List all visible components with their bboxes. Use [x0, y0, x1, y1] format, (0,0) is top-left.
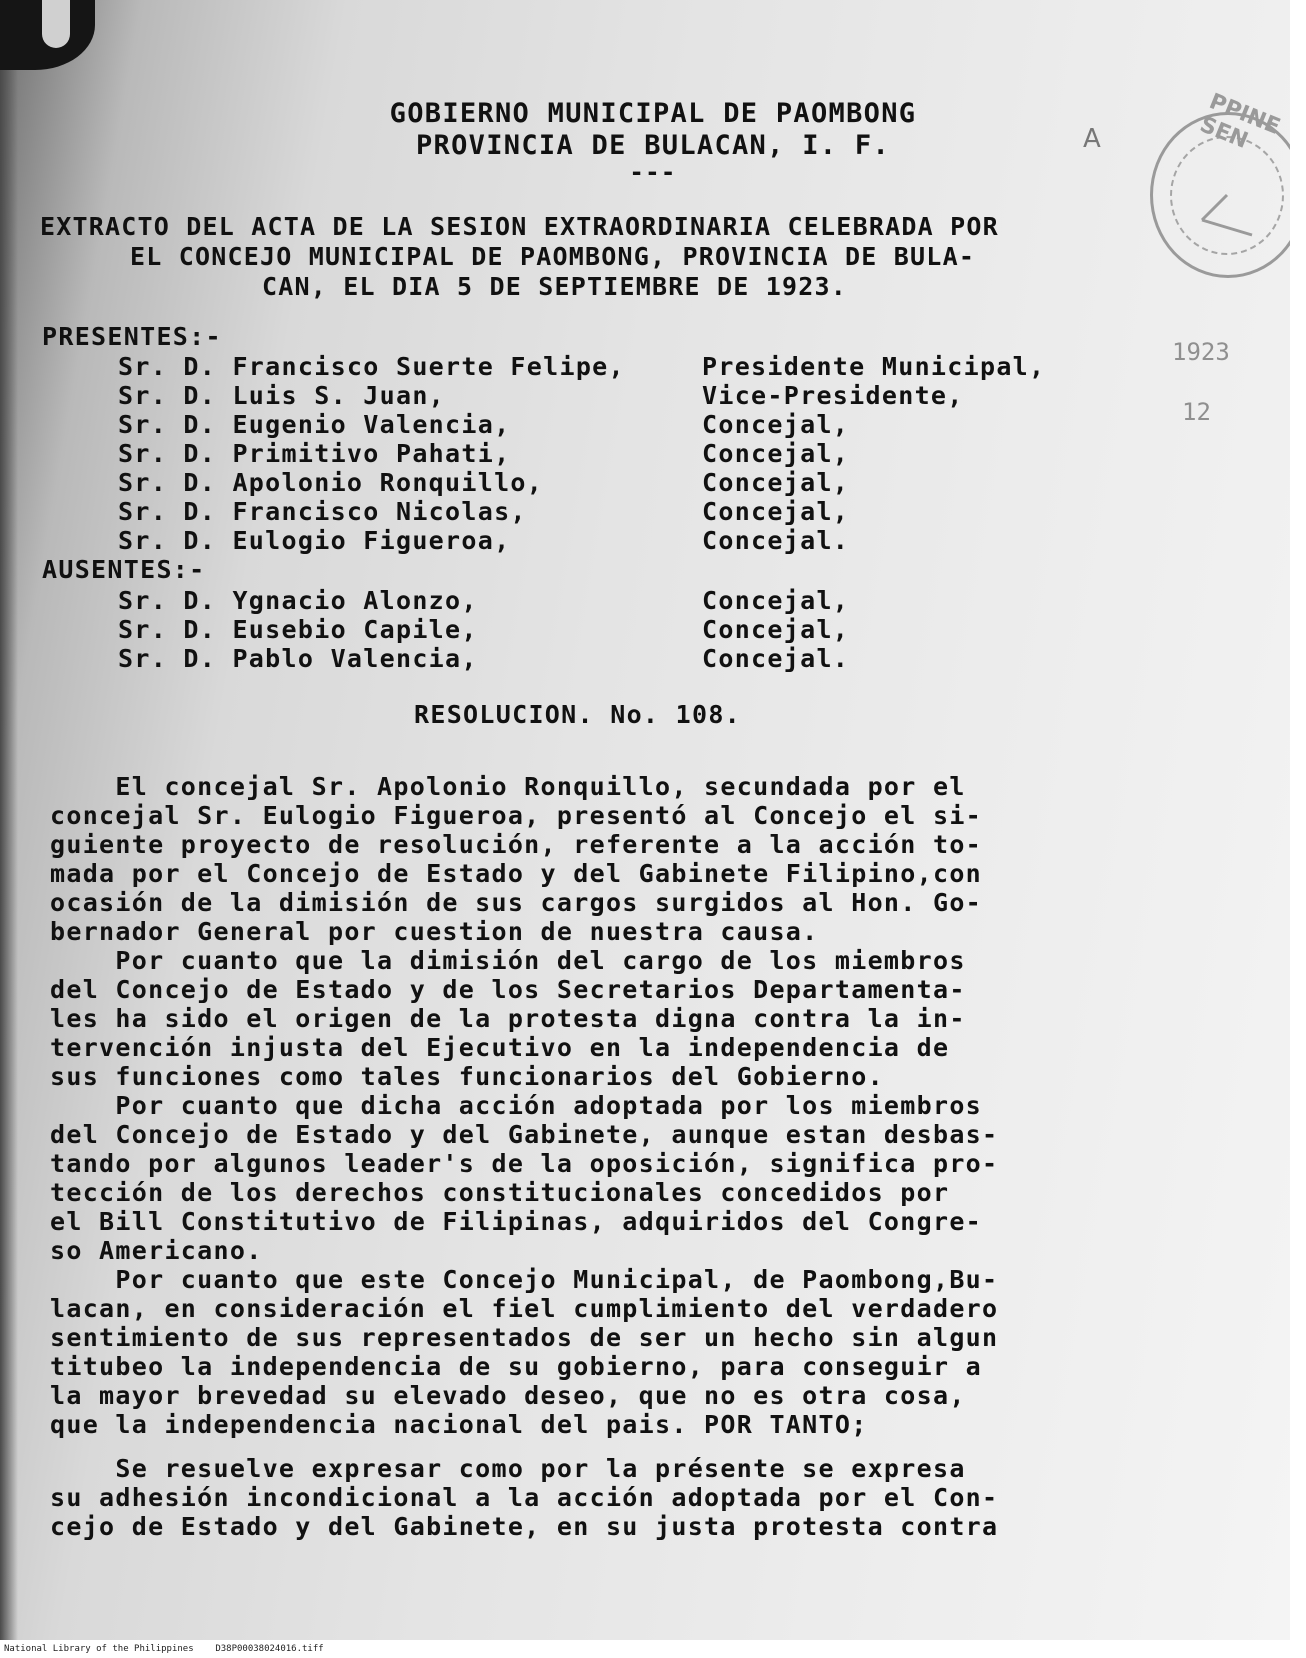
- extract-line-2: EL CONCEJO MUNICIPAL DE PAOMBONG, PROVINCIA DE BULA-: [130, 242, 976, 271]
- postmark-stamp: [1132, 89, 1290, 426]
- scan-dark-corner: [0, 0, 95, 70]
- presente-role: Concejal,: [702, 468, 850, 497]
- extract-line-1: EXTRACTO DEL ACTA DE LA SESION EXTRAORDINARIA CELEBRADA POR: [40, 212, 999, 241]
- presente-name: Sr. D. Apolonio Ronquillo,: [118, 468, 544, 497]
- body-line: que la independencia nacional del pais. POR TANTO;: [50, 1410, 868, 1439]
- presente-name: Sr. D. Eulogio Figueroa,: [118, 526, 511, 555]
- ausente-role: Concejal.: [702, 644, 850, 673]
- ausente-role: Concejal,: [702, 586, 850, 615]
- body-line: bernador General por cuestion de nuestra causa.: [50, 917, 819, 946]
- body-line: les ha sido el origen de la protesta digna contra la in-: [50, 1004, 966, 1033]
- body-line: cejo de Estado y del Gabinete, en su justa protesta contra: [50, 1512, 999, 1541]
- presente-role: Concejal.: [702, 526, 850, 555]
- stamp-number: 12: [1182, 398, 1211, 426]
- header-line-2: PROVINCIA DE BULACAN, I. F.: [416, 130, 890, 161]
- body-line: tección de los derechos constitucionales concedidos por: [50, 1178, 950, 1207]
- resolution-title: RESOLUCION. No. 108.: [414, 700, 742, 729]
- body-line: la mayor brevedad su elevado deseo, que no es otra cosa,: [50, 1381, 966, 1410]
- body-line: tervención injusta del Ejecutivo en la independencia de: [50, 1033, 950, 1062]
- body-line: del Concejo de Estado y del Gabinete, aunque estan desbas-: [50, 1120, 999, 1149]
- stamp-ring-text: PPINE SEN: [1196, 89, 1284, 154]
- body-line: Por cuanto que la dimisión del cargo de los miembros: [50, 946, 966, 975]
- body-line: Por cuanto que dicha acción adoptada por los miembros: [50, 1091, 983, 1120]
- presente-role: Concejal,: [702, 410, 850, 439]
- ausente-name: Sr. D. Eusebio Capile,: [118, 615, 478, 644]
- presente-role: Concejal,: [702, 497, 850, 526]
- header-line-1: GOBIERNO MUNICIPAL DE PAOMBONG: [389, 98, 917, 129]
- presente-role: Vice-Presidente,: [702, 381, 964, 410]
- body-line: titubeo la independencia de su gobierno, para conseguir a: [50, 1352, 983, 1381]
- presentes-label: PRESENTES:-: [42, 322, 222, 351]
- margin-mark: A: [1083, 124, 1101, 154]
- scan-left-shadow: [0, 70, 18, 1640]
- body-line: concejal Sr. Eulogio Figueroa, presentó al Concejo el si-: [50, 801, 983, 830]
- ausente-role: Concejal,: [702, 615, 850, 644]
- presente-role: Presidente Municipal,: [702, 352, 1046, 381]
- presente-role: Concejal,: [702, 439, 850, 468]
- body-line: su adhesión incondicional a la acción adoptada por el Con-: [50, 1483, 999, 1512]
- body-line: ocasión de la dimisión de sus cargos surgidos al Hon. Go-: [50, 888, 983, 917]
- ausentes-label: AUSENTES:-: [42, 555, 206, 584]
- body-line: sus funciones como tales funcionarios del Gobierno.: [50, 1062, 884, 1091]
- presente-name: Sr. D. Francisco Suerte Felipe,: [118, 352, 625, 381]
- header-separator: ---: [629, 158, 677, 186]
- presente-name: Sr. D. Eugenio Valencia,: [118, 410, 511, 439]
- stamp-year: 1923: [1172, 338, 1230, 366]
- ausente-name: Sr. D. Ygnacio Alonzo,: [118, 586, 478, 615]
- body-line: sentimiento de sus representados de ser un hecho sin algun: [50, 1323, 999, 1352]
- presente-name: Sr. D. Primitivo Pahati,: [118, 439, 511, 468]
- presente-name: Sr. D. Luis S. Juan,: [118, 381, 446, 410]
- extract-line-3: CAN, EL DIA 5 DE SEPTIEMBRE DE 1923.: [262, 272, 848, 301]
- body-line: Se resuelve expresar como por la présente se expresa: [50, 1454, 966, 1483]
- body-line: guiente proyecto de resolución, referente a la acción to-: [50, 830, 983, 859]
- body-line: tando por algunos leader's de la oposición, significa pro-: [50, 1149, 999, 1178]
- body-line: lacan, en consideración el fiel cumplimiento del verdadero: [50, 1294, 999, 1323]
- ausente-name: Sr. D. Pablo Valencia,: [118, 644, 478, 673]
- body-line: so Americano.: [50, 1236, 263, 1265]
- body-line: mada por el Concejo de Estado y del Gabinete Filipino,con: [50, 859, 983, 888]
- body-line: del Concejo de Estado y de los Secretarios Departamenta-: [50, 975, 966, 1004]
- body-line: El concejal Sr. Apolonio Ronquillo, secundada por el: [50, 772, 966, 801]
- archive-footer: National Library of the Philippines D38P00038024016.tiff: [4, 1644, 324, 1654]
- body-line: Por cuanto que este Concejo Municipal, de Paombong,Bu-: [50, 1265, 999, 1294]
- body-line: el Bill Constitutivo de Filipinas, adquiridos del Congre-: [50, 1207, 983, 1236]
- stamp-clock-hands-icon: [1182, 180, 1272, 250]
- presente-name: Sr. D. Francisco Nicolas,: [118, 497, 527, 526]
